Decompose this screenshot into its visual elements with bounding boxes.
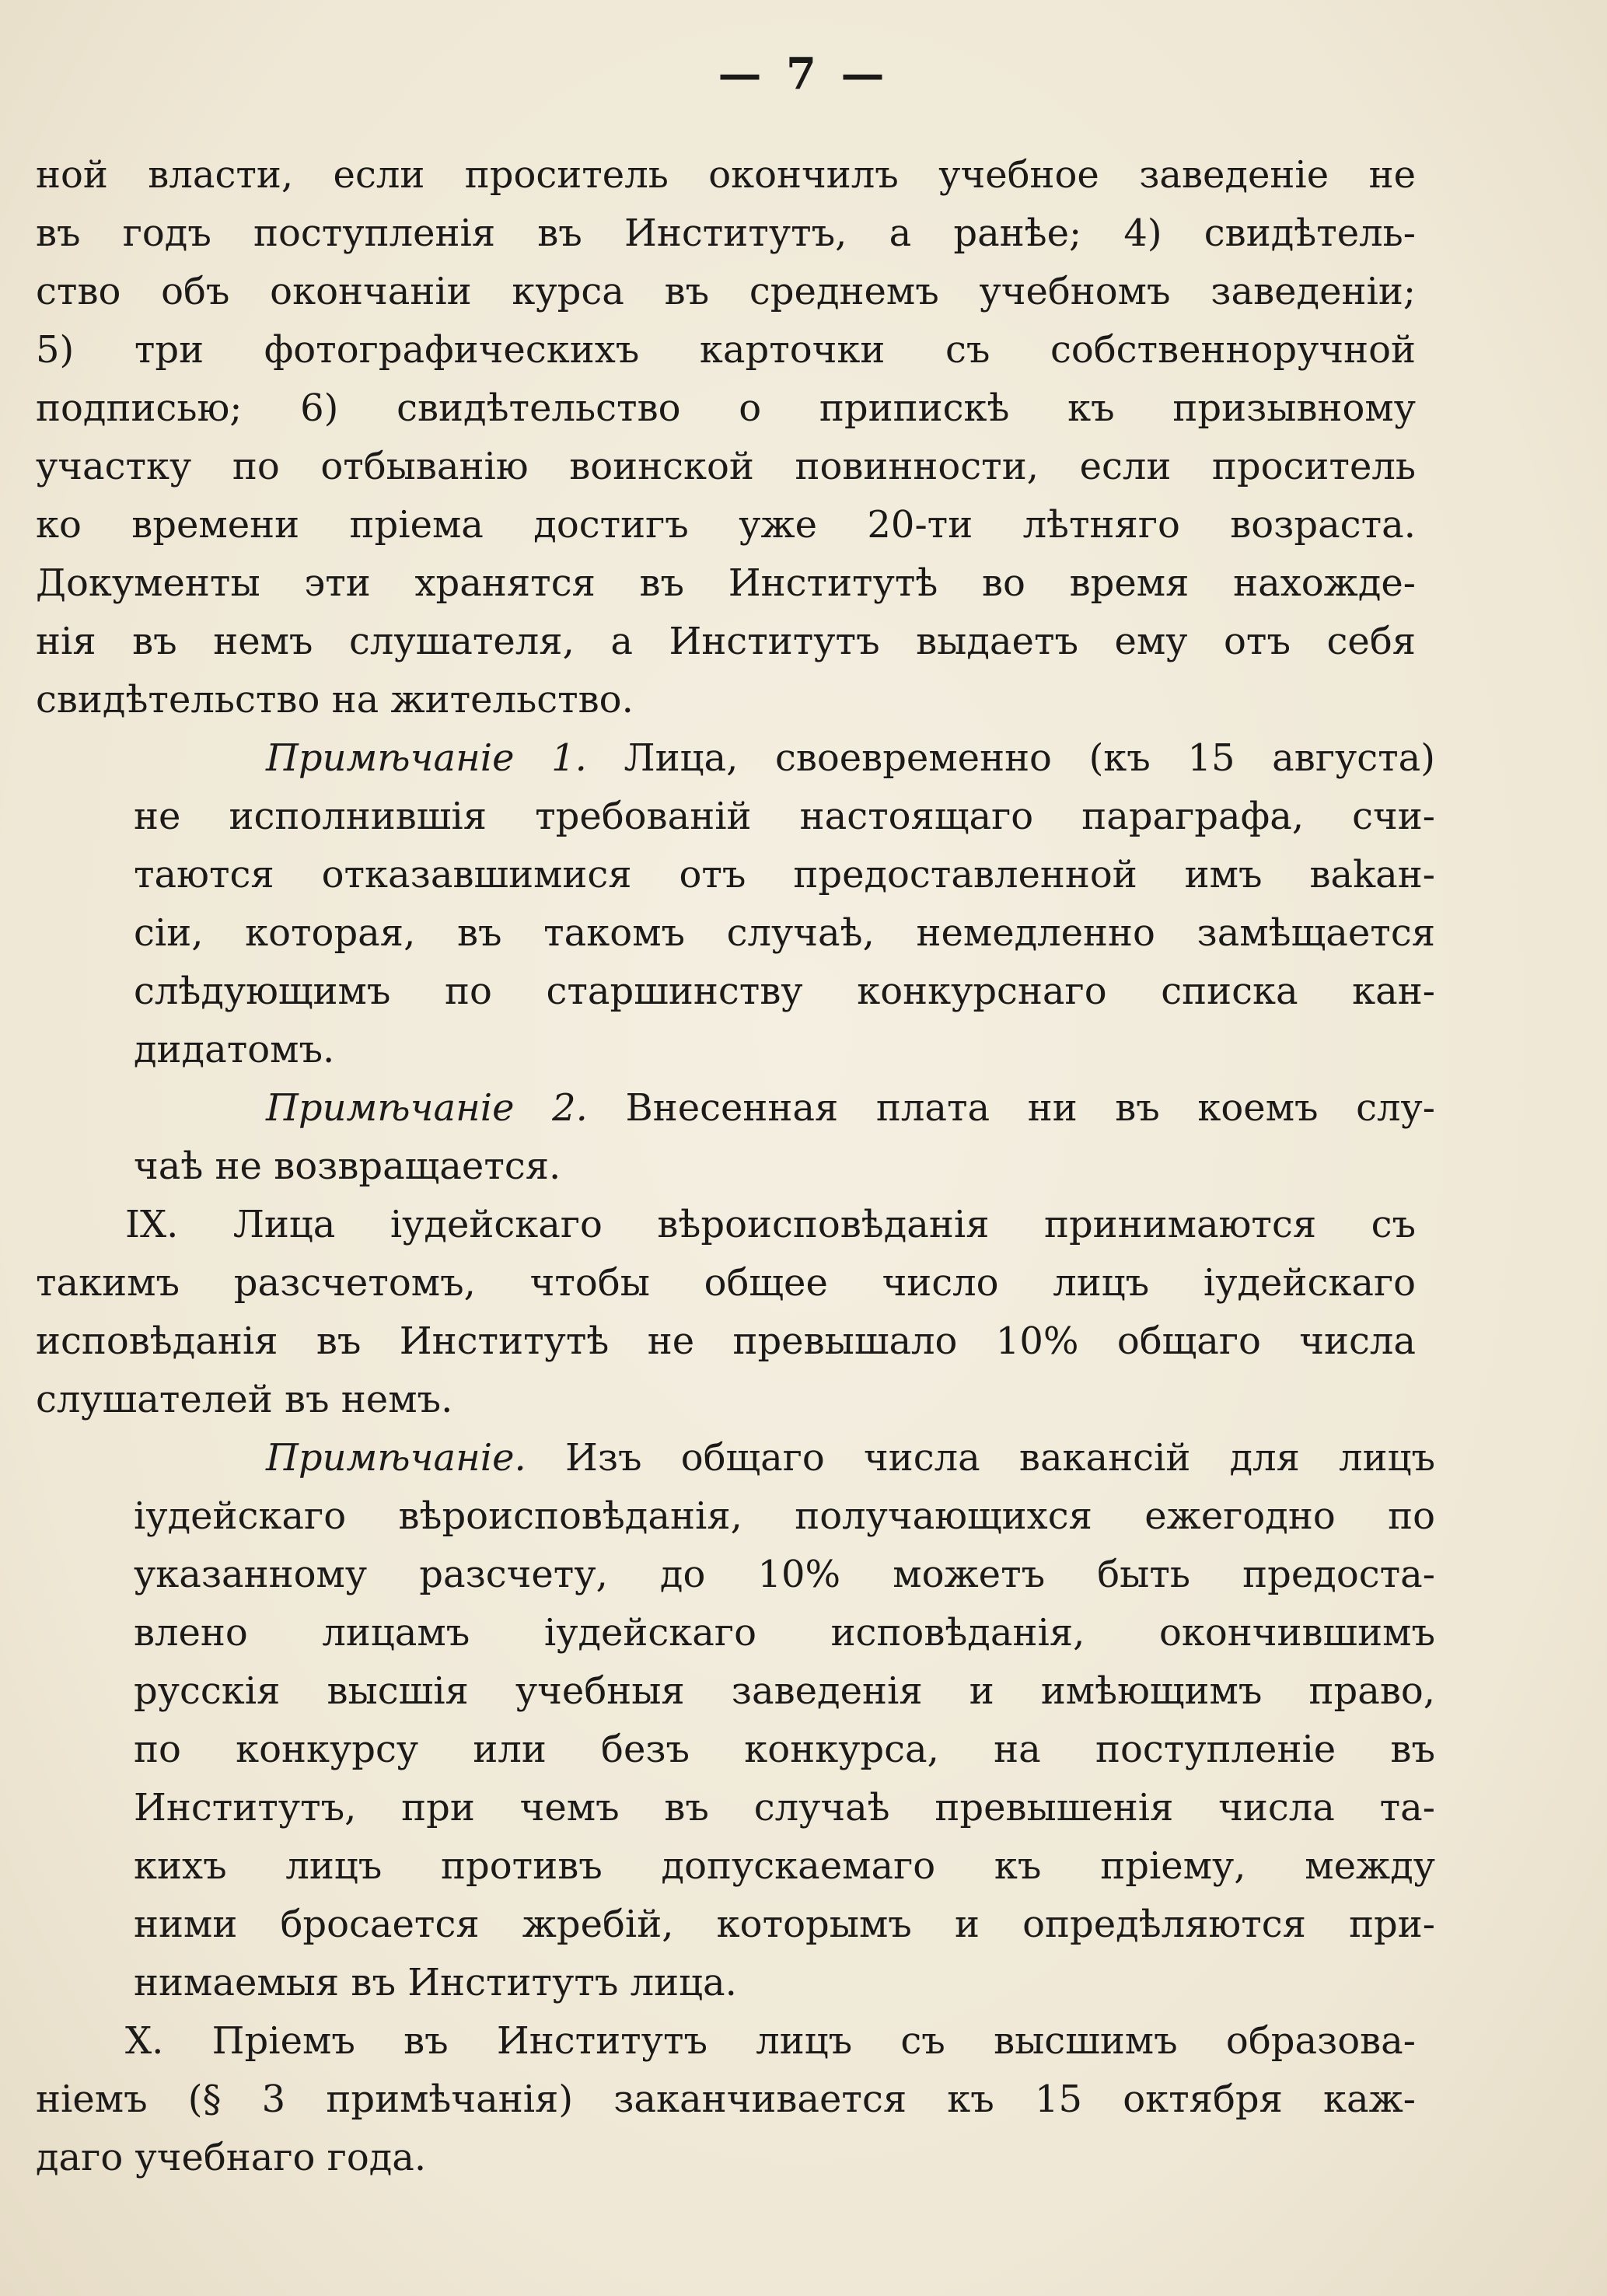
text-line: участку по отбыванію воинской повинности, если проситель <box>36 445 1416 488</box>
text-line: такимъ разсчетомъ, чтобы общее число лицъ іудейскаго <box>36 1261 1416 1305</box>
text-line: влено лицамъ іудейскаго исповѣданія, окончившимъ <box>134 1611 1435 1655</box>
section-9-first-line: IX. Лица іудейскаго вѣроисповѣданія принимаются съ <box>125 1203 1416 1246</box>
text-line: ной власти, если проситель окончилъ учебное заведеніе не <box>36 153 1416 197</box>
text-line: по конкурсу или безъ конкурса, на поступленіе въ <box>134 1728 1435 1771</box>
text-line: слушателей въ немъ. <box>36 1378 453 1421</box>
note-label: Примѣчаніе. <box>266 1436 526 1480</box>
text-line: даго учебнаго года. <box>36 2136 427 2179</box>
text-line: чаѣ не возвращается. <box>134 1145 561 1188</box>
text-line: таются отказавшимися отъ предоставленной имъ ваkан- <box>134 853 1435 896</box>
text-line: нія въ немъ слушателя, а Институтъ выдаетъ ему отъ себя <box>36 620 1416 663</box>
text-line: Документы эти хранятся въ Институтѣ во время нахожде- <box>36 561 1416 605</box>
text-line: 5) три фотографическихъ карточки съ собственноручной <box>36 328 1416 372</box>
note-label: Примѣчаніе 1. <box>266 736 587 780</box>
text-line: подписью; 6) свидѣтельство о припискѣ къ призывному <box>36 386 1416 430</box>
text-line: нимаемыя въ Институтъ лица. <box>134 1961 737 2004</box>
text-line: указанному разсчету, до 10% можетъ быть предоста- <box>134 1553 1435 1596</box>
text-line: кихъ лицъ противъ допускаемаго къ пріему, между <box>134 1844 1435 1888</box>
text-line: ніемъ (§ 3 примѣчанія) заканчивается къ 15 октября каж- <box>36 2078 1416 2121</box>
text-line: дидатомъ. <box>134 1028 335 1071</box>
text-line: свидѣтельство на жительство. <box>36 678 634 722</box>
text-line: Институтъ, при чемъ въ случаѣ превышенія числа та- <box>134 1786 1435 1829</box>
text-line: ко времени пріема достигъ уже 20-ти лѣтняго возраста. <box>36 503 1416 547</box>
body-text <box>36 146 1435 2187</box>
note-text: Лица, своевременно (къ 15 августа) <box>586 736 1435 780</box>
note-3-first-line <box>134 1429 1435 1487</box>
text-line: въ годъ поступленія въ Институтъ, а ранѣе; 4) свидѣтель- <box>36 211 1416 255</box>
note-2-first-line <box>134 1079 1435 1138</box>
text-line: сіи, которая, въ такомъ случаѣ, немедленно замѣщается <box>134 911 1435 955</box>
text-line: не исполнившія требованій настоящаго параграфа, счи- <box>134 795 1435 838</box>
text-line: русскія высшія учебныя заведенія и имѣющимъ право, <box>134 1669 1435 1713</box>
text-line: ство объ окончаніи курса въ среднемъ учебномъ заведеніи; <box>36 270 1416 313</box>
text-line: слѣдующимъ по старшинству конкурснаго списка кан- <box>134 970 1435 1013</box>
note-1-first-line <box>134 729 1435 788</box>
section-10-first-line: X. Пріемъ въ Институтъ лицъ съ высшимъ образова- <box>125 2019 1416 2063</box>
text-line: ними бросается жребій, которымъ и опредѣляются при- <box>134 1903 1435 1946</box>
note-label: Примѣчаніе 2. <box>266 1086 588 1130</box>
note-text: Внесенная плата ни въ коемъ слу- <box>587 1086 1435 1130</box>
text-line: исповѣданія въ Институтѣ не превышало 10% общаго числа <box>36 1319 1416 1363</box>
text-line: іудейскаго вѣроисповѣданія, получающихся ежегодно по <box>134 1494 1435 1538</box>
page-number: — 7 — <box>718 48 889 100</box>
note-text: Изъ общаго числа вакансій для лицъ <box>526 1436 1435 1480</box>
